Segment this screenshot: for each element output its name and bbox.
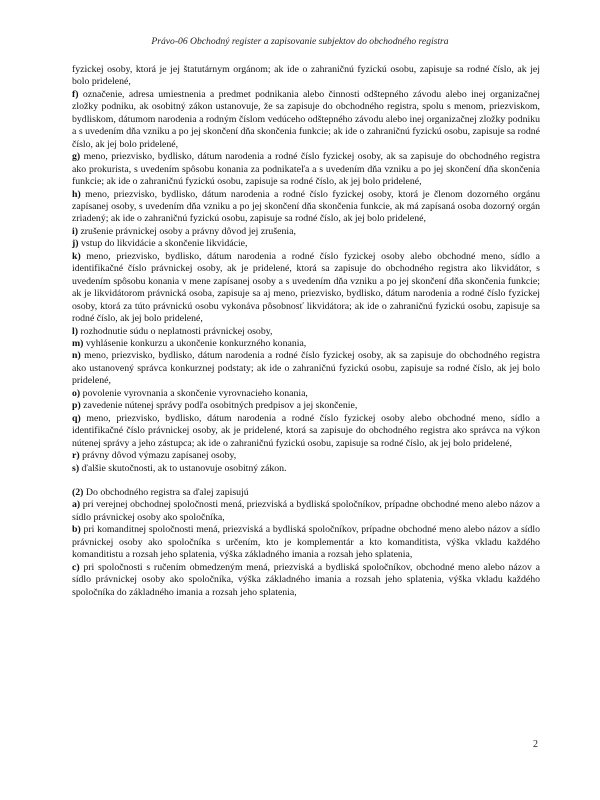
item-text: pri verejnej obchodnej spoločnosti mená, priezviská a bydliská spoločníkov, prípadne obchodné meno alebo názov a sídlo právnickej osoby ako spoločníka, bbox=[72, 499, 540, 523]
item-label: n) bbox=[72, 350, 81, 362]
running-header: Právo-06 Obchodný register a zapisovanie subjektov do obchodného registra bbox=[151, 36, 449, 47]
list-item bbox=[72, 450, 540, 462]
item-text: vstup do likvidácie a skončenie likvidácie, bbox=[80, 238, 248, 250]
list-item bbox=[72, 499, 540, 524]
list-item bbox=[72, 463, 540, 475]
item-text: zrušenie právnickej osoby a právny dôvod jej zrušenia, bbox=[80, 225, 296, 237]
paragraph-1-list bbox=[72, 64, 540, 475]
item-text: pri spoločnosti s ručením obmedzeným mená, priezviská a bydliská spoločníkov, obchodné meno alebo názov a sídlo právnickej osoby ako spoločníka, výška základného imania a rozsah jeho splatenia, výška vkladu každého spoločníka do základného imania a rozsah jeho splatenia, bbox=[72, 561, 540, 598]
list-item bbox=[72, 562, 540, 599]
item-label: f) bbox=[72, 88, 79, 100]
document-body bbox=[72, 64, 540, 599]
item-text: vyhlásenie konkurzu a ukončenie konkurzného konania, bbox=[85, 337, 307, 349]
list-item bbox=[72, 524, 540, 561]
item-text: pri komanditnej spoločnosti mená, priezviská a bydliská spoločníkov, prípadne obchodné meno alebo názov a sídlo právnickej osoby ako spoločníka s určením, kto je komplementár a kto komanditista, výška vkladu každého komanditistu a rozsah jeho splatenia, výška základného imania a rozsah jeho splatenia, bbox=[72, 524, 540, 561]
item-label: a) bbox=[72, 499, 81, 511]
list-item bbox=[72, 338, 540, 350]
page-number: 2 bbox=[533, 739, 538, 750]
item-label: k) bbox=[72, 250, 81, 262]
item-label: h) bbox=[72, 188, 81, 200]
item-text: meno, priezvisko, bydlisko, dátum narodenia a rodné číslo fyzickej osoby, ak sa zapisuje do obchodného registra ako prokurista, s uvedením spôsobu konania za podnikateľa a s uvedením dňa vzniku a po jej skončení dňa skončenia funkcie; ak ide o zahraničnú fyzickú osobu, zapisuje sa rodné číslo, ak jej bolo pridelené, bbox=[72, 151, 541, 188]
paragraph-2-intro bbox=[72, 487, 540, 499]
item-text: ďalšie skutočnosti, ak to ustanovuje osobitný zákon. bbox=[81, 462, 287, 474]
paragraph-2-list bbox=[72, 499, 540, 599]
item-label: j) bbox=[72, 238, 79, 250]
list-item bbox=[72, 89, 540, 151]
item-text: rozhodnutie súdu o neplatnosti právnickej osoby, bbox=[80, 325, 273, 337]
list-item bbox=[72, 326, 540, 338]
list-item bbox=[72, 189, 540, 226]
item-label: c) bbox=[72, 561, 80, 573]
list-item bbox=[72, 151, 540, 188]
list-item bbox=[72, 226, 540, 238]
item-label: b) bbox=[72, 524, 81, 536]
item-text: meno, priezvisko, bydlisko, dátum narodenia a rodné číslo fyzickej osoby alebo obchodné meno, sídlo a identifikačné číslo právnickej osoby, ak je pridelené, ktorá sa zapisuje do obchodného registra ako likvidátor, s uvedením spôsobu konania v mene zapísanej osoby a s uvedením dňa vzniku a po jej skončení dňa skončenia funkcie; ak je likvidátorom právnická osoba, zapisuje sa aj meno, priezvisko, bydlisko, dátum narodenia a rodné číslo fyzickej osoby, ktorá za túto právnickú osobu vykonáva pôsobnosť likvidátora; ak ide o zahraničnú fyzickú osobu, zapisuje sa rodné číslo, ak jej bolo pridelené, bbox=[72, 250, 540, 325]
item-label: i) bbox=[72, 225, 78, 237]
item-label: m) bbox=[72, 337, 84, 349]
paragraph-2 bbox=[72, 487, 540, 599]
item-label: o) bbox=[72, 387, 81, 399]
item-text: fyzickej osoby, ktorá je jej štatutárnym orgánom; ak ide o zahraničnú fyzickú osobu, zapisuje sa rodné číslo, ak jej bolo pridelené, bbox=[72, 64, 540, 88]
list-item bbox=[72, 350, 540, 387]
item-text: meno, priezvisko, bydlisko, dátum narodenia a rodné číslo fyzickej osoby, ktorá je členom dozorného orgánu zapísanej osoby, s uvedením dňa vzniku a po jej skončení dňa skončenia funkcie, ak má zapísaná osoba dozorný orgán zriadený; ak ide o zahraničnú fyzickú osobu, zapisuje sa rodné číslo, ak jej bolo pridelené, bbox=[72, 188, 540, 225]
item-text: zavedenie nútenej správy podľa osobitných predpisov a jej skončenie, bbox=[83, 400, 358, 412]
list-item bbox=[72, 388, 540, 400]
paragraph-2-text: Do obchodného registra sa ďalej zapisujú bbox=[85, 486, 249, 498]
item-label: r) bbox=[72, 450, 80, 462]
list-item bbox=[72, 64, 540, 89]
item-text: povolenie vyrovnania a skončenie vyrovnacieho konania, bbox=[82, 387, 308, 399]
paragraph-2-label: (2) bbox=[72, 486, 84, 498]
item-text: označenie, adresa umiestnenia a predmet podnikania alebo činnosti odštepného závodu alebo inej organizačnej zložky podniku, ak osobitný zákon ustanovuje, že sa zapisuje do obchodného registra, spolu s menom, priezviskom, bydliskom, dátumom narodenia a rodným číslom vedúceho odštepného závodu alebo inej organizačnej zložky podniku a s uvedením dňa vzniku a po jej skončení dňa skončenia funkcie; ak ide o zahraničnú fyzickú osobu, zapisuje sa rodné číslo, ak jej bolo pridelené, bbox=[72, 88, 540, 150]
item-text: meno, priezvisko, bydlisko, dátum narodenia a rodné číslo fyzickej osoby, ak sa zapisuje do obchodného registra ako ustanovený správca konkurznej podstaty; ak ide o zahraničnú fyzickú osobu, zapisuje sa rodné číslo, ak jej bolo pridelené, bbox=[72, 350, 540, 387]
item-label: g) bbox=[72, 151, 81, 163]
list-item bbox=[72, 413, 540, 450]
item-label: s) bbox=[72, 462, 80, 474]
list-item bbox=[72, 238, 540, 250]
item-text: meno, priezvisko, bydlisko, dátum narodenia a rodné číslo fyzickej osoby alebo obchodné meno, sídlo a identifikačné číslo právnickej osoby, ak je pridelené, ktorá sa zapisuje do obchodného registra ako správca na výkon nútenej správy a jeho zástupca; ak ide o zahraničnú fyzickú osobu, zapisuje sa rodné číslo, ak jej bolo pridelené, bbox=[72, 412, 540, 449]
item-label: l) bbox=[72, 325, 78, 337]
item-text: právny dôvod výmazu zapísanej osoby, bbox=[82, 450, 237, 462]
list-item bbox=[72, 400, 540, 412]
list-item bbox=[72, 251, 540, 326]
item-label: p) bbox=[72, 400, 81, 412]
item-label: q) bbox=[72, 412, 81, 424]
